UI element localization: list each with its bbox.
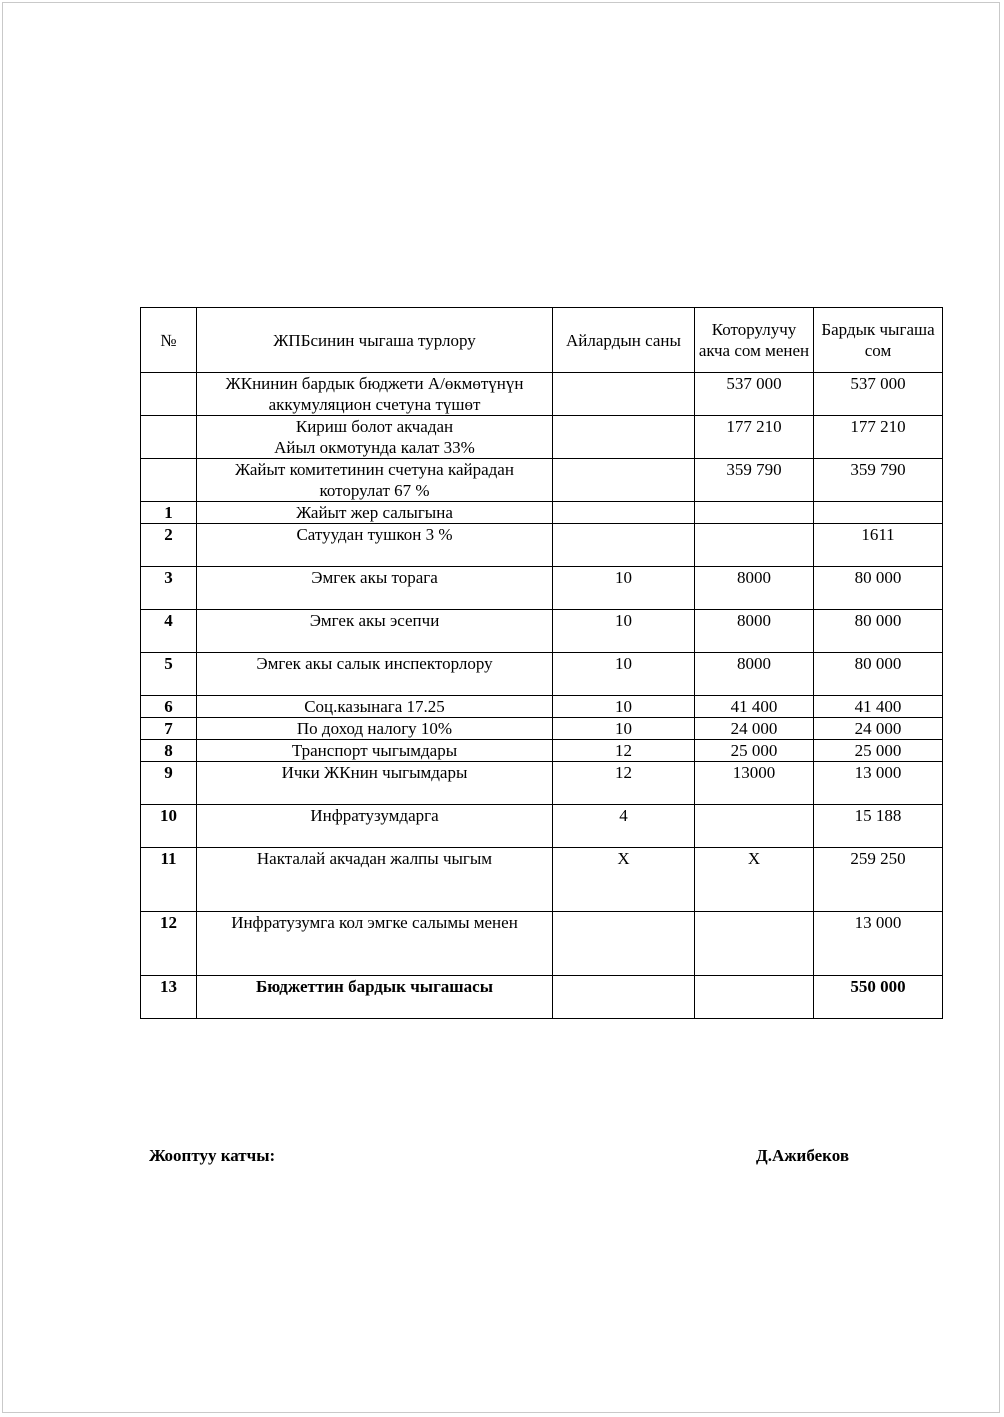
table-row xyxy=(141,762,943,805)
row-total: 259 250 xyxy=(814,848,943,912)
table-row xyxy=(141,805,943,848)
row-amount: 24 000 xyxy=(695,718,814,740)
row-number xyxy=(141,459,197,502)
table-row xyxy=(141,653,943,696)
row-description: Инфратузумдарга xyxy=(197,805,553,848)
row-months xyxy=(553,502,695,524)
row-months: 10 xyxy=(553,696,695,718)
row-months: 12 xyxy=(553,740,695,762)
row-description: Сатуудан тушкон 3 % xyxy=(197,524,553,567)
row-months xyxy=(553,912,695,976)
row-description: Эмгек акы торага xyxy=(197,567,553,610)
row-total: 25 000 xyxy=(814,740,943,762)
row-amount xyxy=(695,976,814,1019)
row-months xyxy=(553,976,695,1019)
header-total-expense: Бардык чыгаша сом xyxy=(814,308,943,373)
row-months: 10 xyxy=(553,610,695,653)
row-number: 1 xyxy=(141,502,197,524)
signature-role: Жооптуу катчы: xyxy=(149,1146,276,1165)
row-description: По доход налогу 10% xyxy=(197,718,553,740)
row-description: Инфратузумга кол эмгке салымы менен xyxy=(197,912,553,976)
row-number: 8 xyxy=(141,740,197,762)
row-total: 13 000 xyxy=(814,912,943,976)
row-months: 10 xyxy=(553,653,695,696)
row-description: Транспорт чыгымдары xyxy=(197,740,553,762)
row-amount: 8000 xyxy=(695,610,814,653)
row-amount: 13000 xyxy=(695,762,814,805)
table-row xyxy=(141,524,943,567)
row-description: Жайыт жер салыгына xyxy=(197,502,553,524)
row-months: 10 xyxy=(553,718,695,740)
row-number xyxy=(141,373,197,416)
table-row xyxy=(141,459,943,502)
table-row xyxy=(141,567,943,610)
row-amount: Х xyxy=(695,848,814,912)
row-number: 13 xyxy=(141,976,197,1019)
row-description: Эмгек акы эсепчи xyxy=(197,610,553,653)
row-total: 80 000 xyxy=(814,610,943,653)
table-row xyxy=(141,718,943,740)
row-months xyxy=(553,373,695,416)
row-total: 177 210 xyxy=(814,416,943,459)
row-total: 550 000 xyxy=(814,976,943,1019)
row-total: 41 400 xyxy=(814,696,943,718)
table-row xyxy=(141,416,943,459)
row-amount: 8000 xyxy=(695,653,814,696)
row-description: Ички ЖКнин чыгымдары xyxy=(197,762,553,805)
row-amount xyxy=(695,912,814,976)
row-total: 537 000 xyxy=(814,373,943,416)
row-total: 80 000 xyxy=(814,653,943,696)
row-months: 12 xyxy=(553,762,695,805)
table-total-row xyxy=(141,976,943,1019)
table-row xyxy=(141,696,943,718)
row-number: 6 xyxy=(141,696,197,718)
row-number: 2 xyxy=(141,524,197,567)
row-total: 80 000 xyxy=(814,567,943,610)
row-number: 9 xyxy=(141,762,197,805)
row-amount: 8000 xyxy=(695,567,814,610)
table-row xyxy=(141,912,943,976)
table-row xyxy=(141,502,943,524)
row-number: 5 xyxy=(141,653,197,696)
row-total: 15 188 xyxy=(814,805,943,848)
row-description: Эмгек акы салык инспекторлору xyxy=(197,653,553,696)
table-header-row xyxy=(141,308,943,373)
row-months xyxy=(553,459,695,502)
row-amount: 359 790 xyxy=(695,459,814,502)
row-description: Бюджеттин бардык чыгашасы xyxy=(197,976,553,1019)
row-number: 12 xyxy=(141,912,197,976)
row-amount: 537 000 xyxy=(695,373,814,416)
table-row xyxy=(141,848,943,912)
row-number xyxy=(141,416,197,459)
row-months: Х xyxy=(553,848,695,912)
row-total: 1611 xyxy=(814,524,943,567)
row-description: Накталай акчадан жалпы чыгым xyxy=(197,848,553,912)
header-expense-type: ЖПБсинин чыгаша турлору xyxy=(197,308,553,373)
row-months xyxy=(553,524,695,567)
budget-table xyxy=(140,307,943,1019)
row-description: Соц.казынага 17.25 xyxy=(197,696,553,718)
row-total: 24 000 xyxy=(814,718,943,740)
row-months: 4 xyxy=(553,805,695,848)
document-page xyxy=(2,2,1000,1413)
header-transfer-amount: Которулучу акча сом менен xyxy=(695,308,814,373)
header-months: Айлардын саны xyxy=(553,308,695,373)
row-total: 13 000 xyxy=(814,762,943,805)
row-number: 4 xyxy=(141,610,197,653)
row-description: Кириш болот акчадан Айыл окмотунда калат 33% xyxy=(197,416,553,459)
row-number: 7 xyxy=(141,718,197,740)
table-row xyxy=(141,610,943,653)
row-amount xyxy=(695,805,814,848)
row-number: 10 xyxy=(141,805,197,848)
row-months: 10 xyxy=(553,567,695,610)
row-amount: 25 000 xyxy=(695,740,814,762)
row-total: 359 790 xyxy=(814,459,943,502)
row-months xyxy=(553,416,695,459)
row-number: 3 xyxy=(141,567,197,610)
row-total xyxy=(814,502,943,524)
header-number: № xyxy=(141,308,197,373)
row-amount xyxy=(695,524,814,567)
row-amount: 41 400 xyxy=(695,696,814,718)
row-amount: 177 210 xyxy=(695,416,814,459)
signature-name: Д.Ажибеков xyxy=(756,1146,849,1165)
table-row xyxy=(141,373,943,416)
row-description: Жайыт комитетинин счетуна кайрадан которулат 67 % xyxy=(197,459,553,502)
table-row xyxy=(141,740,943,762)
row-description: ЖКнинин бардык бюджети А/өкмөтүнүн аккумуляцион счетуна түшөт xyxy=(197,373,553,416)
row-number: 11 xyxy=(141,848,197,912)
row-amount xyxy=(695,502,814,524)
